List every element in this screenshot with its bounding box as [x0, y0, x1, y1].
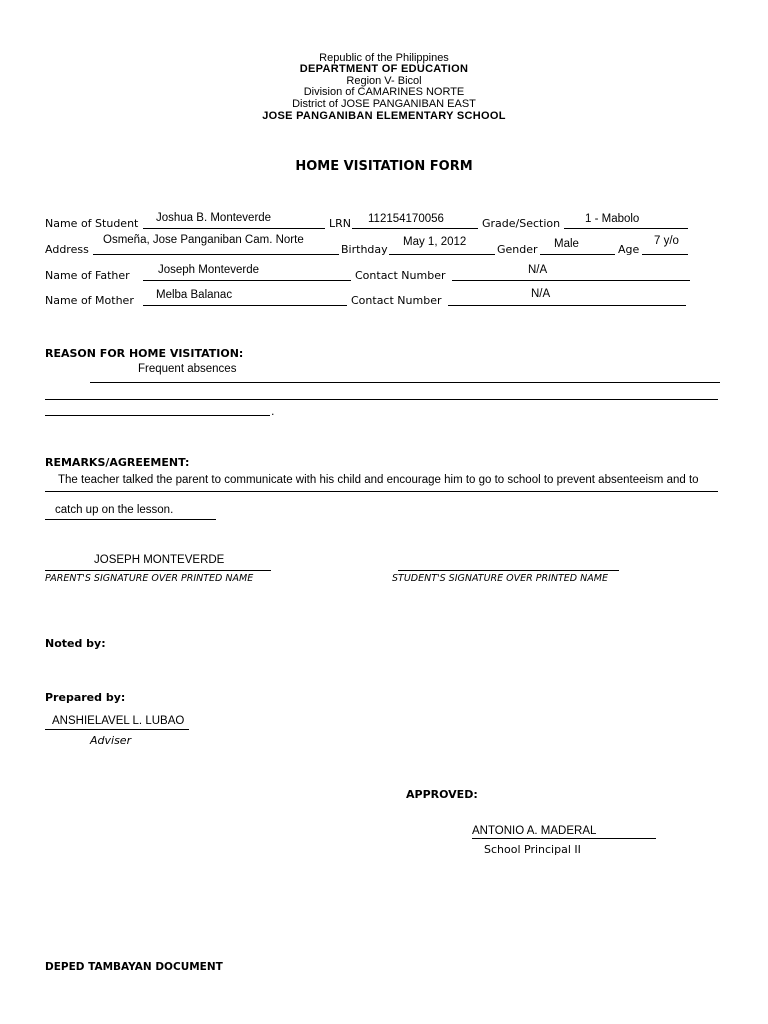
- adviser-signature-line: [45, 729, 189, 730]
- parent-printed-name: JOSEPH MONTEVERDE: [94, 554, 225, 566]
- father-label: Name of Father: [45, 269, 130, 282]
- lrn-value: 112154170056: [368, 213, 444, 225]
- birthday-value: May 1, 2012: [403, 236, 467, 248]
- reason-line-3: [45, 415, 270, 416]
- footer-text: DEPED TAMBAYAN DOCUMENT: [45, 961, 223, 973]
- header-division: Division of CAMARINES NORTE: [303, 86, 465, 98]
- reason-line-2: [45, 399, 718, 400]
- lrn-label: LRN: [329, 217, 351, 230]
- gender-label: Gender: [497, 243, 538, 256]
- gender-value: Male: [554, 238, 579, 250]
- age-value: 7 y/o: [654, 235, 679, 247]
- mother-contact-label: Contact Number: [351, 294, 442, 307]
- address-line: [93, 254, 339, 255]
- principal-name: ANTONIO A. MADERAL: [472, 825, 597, 837]
- remarks-line-2: catch up on the lesson.: [55, 504, 174, 516]
- birthday-line: [389, 254, 495, 255]
- header-district: District of JOSE PANGANIBAN EAST: [292, 98, 476, 110]
- student-label: Name of Student: [45, 217, 139, 230]
- grade-label: Grade/Section: [482, 217, 561, 230]
- birthday-label: Birthday: [341, 243, 388, 256]
- mother-line: [143, 305, 347, 306]
- adviser-role: Adviser: [90, 734, 132, 747]
- adviser-name: ANSHIELAVEL L. LUBAO: [52, 715, 185, 727]
- grade-value: 1 - Mabolo: [585, 213, 640, 225]
- father-contact-value: N/A: [528, 264, 548, 276]
- father-contact-line: [452, 280, 690, 281]
- header-school: JOSE PANGANIBAN ELEMENTARY SCHOOL: [262, 110, 506, 122]
- remarks-underline-1: [45, 491, 718, 492]
- address-label: Address: [45, 243, 89, 256]
- student-value: Joshua B. Monteverde: [156, 212, 272, 224]
- student-signature-line: [398, 570, 619, 571]
- header-department: DEPARTMENT OF EDUCATION: [299, 63, 469, 75]
- lrn-line: [352, 228, 478, 229]
- mother-contact-value: N/A: [531, 288, 551, 300]
- mother-value: Melba Balanac: [156, 289, 233, 301]
- parent-signature-line: [45, 570, 271, 571]
- student-signature-caption: STUDENT'S SIGNATURE OVER PRINTED NAME: [392, 573, 608, 584]
- age-label: Age: [618, 243, 640, 256]
- approved-label: APPROVED:: [406, 788, 478, 801]
- header-republic: Republic of the Philippines: [319, 52, 449, 64]
- mother-label: Name of Mother: [45, 294, 134, 307]
- gender-line: [540, 254, 615, 255]
- parent-signature-caption: PARENT'S SIGNATURE OVER PRINTED NAME: [45, 573, 254, 584]
- principal-role: School Principal II: [484, 843, 581, 856]
- form-title: HOME VISITATION FORM: [295, 159, 473, 174]
- address-value: Osmeña, Jose Panganiban Cam. Norte: [103, 234, 304, 246]
- age-line: [642, 254, 688, 255]
- mother-contact-line: [448, 305, 686, 306]
- reason-text: Frequent absences: [138, 363, 237, 375]
- reason-end-mark: .: [271, 405, 275, 418]
- principal-signature-line: [472, 838, 656, 839]
- grade-line: [564, 228, 688, 229]
- remarks-underline-2: [45, 519, 216, 520]
- reason-heading: REASON FOR HOME VISITATION:: [45, 347, 244, 360]
- student-line: [143, 228, 325, 229]
- remarks-line-1: The teacher talked the parent to communicate with his child and encourage him to go to school to prevent absenteeism and to: [58, 474, 699, 486]
- noted-by-label: Noted by:: [45, 637, 106, 650]
- prepared-by-label: Prepared by:: [45, 691, 126, 704]
- header-region: Region V- Bicol: [346, 75, 422, 87]
- father-value: Joseph Monteverde: [158, 264, 260, 276]
- father-line: [143, 280, 351, 281]
- father-contact-label: Contact Number: [355, 269, 446, 282]
- remarks-heading: REMARKS/AGREEMENT:: [45, 456, 190, 469]
- reason-line-1: [90, 382, 720, 383]
